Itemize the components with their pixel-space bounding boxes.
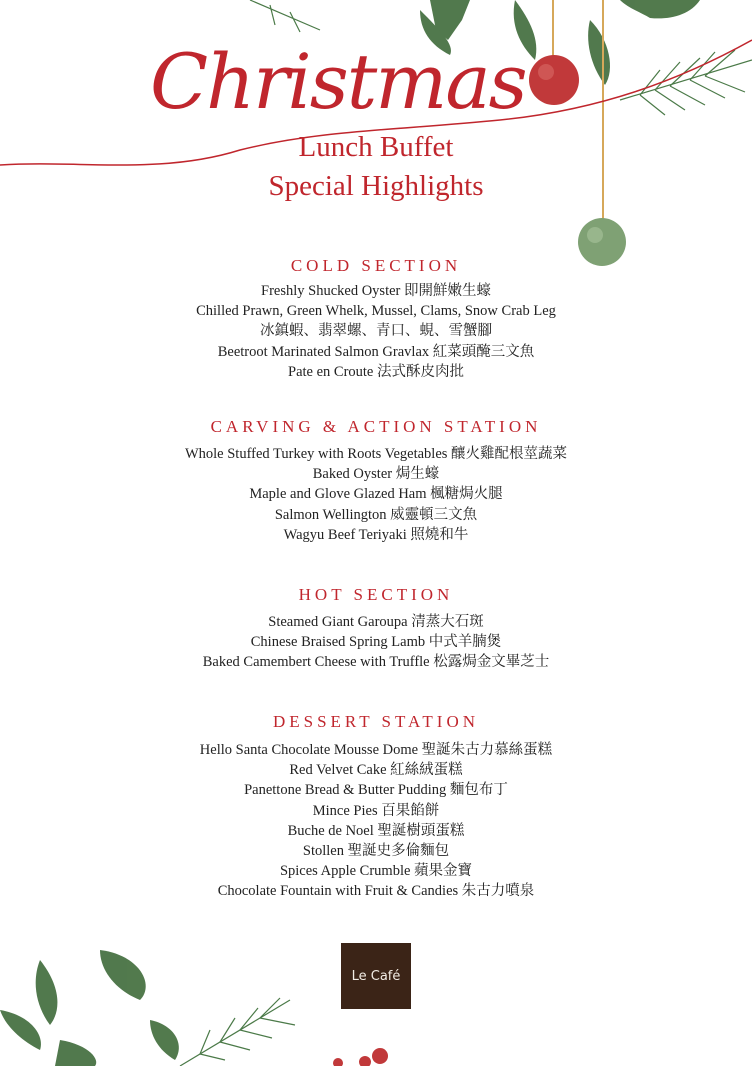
menu-item: Panettone Bread & Butter Pudding 麵包布丁	[244, 782, 508, 799]
menu-item: Mince Pies 百果餡餅	[312, 802, 440, 819]
menu-item: Beetroot Marinated Salmon Gravlax 紅菜頭醃三文魚	[217, 343, 535, 360]
section-items-dessert	[0, 740, 752, 902]
le-cafe-logo: Le Café	[341, 943, 411, 1009]
menu-item: 冰鎮蝦、翡翠螺、青口、蜆、雪蟹腳	[260, 323, 492, 340]
section-items-carving	[0, 444, 752, 545]
pine-branch-bottom-icon	[180, 998, 295, 1066]
section-title-hot: HOT SECTION	[298, 585, 454, 604]
berry-icon	[372, 1048, 388, 1064]
menu-item: Chilled Prawn, Green Whelk, Mussel, Clams, Snow Crab Leg	[196, 303, 556, 320]
menu-item: Salmon Wellington 威靈頓三文魚	[274, 506, 478, 523]
menu-item: Freshly Shucked Oyster 即開鮮嫩生蠔	[261, 283, 491, 299]
menu-item: Whole Stuffed Turkey with Roots Vegetables 釀火雞配根莖蔬菜	[184, 446, 568, 462]
subtitle-special-highlights: Special Highlights	[268, 170, 484, 202]
menu-item: Chocolate Fountain with Fruit & Candies 朱古力噴泉	[217, 883, 535, 900]
menu-item: Baked Camembert Cheese with Truffle 松露焗金文畢芝士	[202, 654, 550, 671]
holly-leaves-bottom-icon	[0, 950, 179, 1066]
section-title-carving: CARVING & ACTION STATION	[210, 417, 542, 436]
menu-item: Pate en Croute 法式酥皮肉批	[288, 363, 464, 380]
menu-item: Buche de Noel 聖誕樹頭蛋糕	[287, 822, 465, 839]
menu-item: Hello Santa Chocolate Mousse Dome 聖誕朱古力慕絲蛋糕	[199, 742, 553, 758]
menu-item: Stollen 聖誕史多倫麵包	[302, 843, 450, 860]
menu-item: Spices Apple Crumble 蘋果金寶	[279, 863, 473, 880]
section-title-dessert: DESSERT STATION	[272, 712, 480, 731]
subtitle-lunch-buffet: Lunch Buffet	[298, 131, 454, 163]
menu-item: Steamed Giant Garoupa 清蒸大石斑	[268, 614, 484, 630]
menu-item: Baked Oyster 焗生蠔	[312, 466, 440, 483]
menu-item: Maple and Glove Glazed Ham 楓糖焗火腿	[249, 486, 503, 503]
menu-item: Wagyu Beef Teriyaki 照燒和牛	[283, 526, 469, 543]
section-items-cold	[0, 281, 752, 382]
section-items-hot	[0, 612, 752, 673]
script-title: Christmas	[150, 37, 526, 126]
menu-item: Chinese Braised Spring Lamb 中式羊腩煲	[250, 634, 502, 651]
menu-item: Red Velvet Cake 紅絲絨蛋糕	[289, 762, 463, 779]
section-title-cold: COLD SECTION	[290, 256, 462, 275]
